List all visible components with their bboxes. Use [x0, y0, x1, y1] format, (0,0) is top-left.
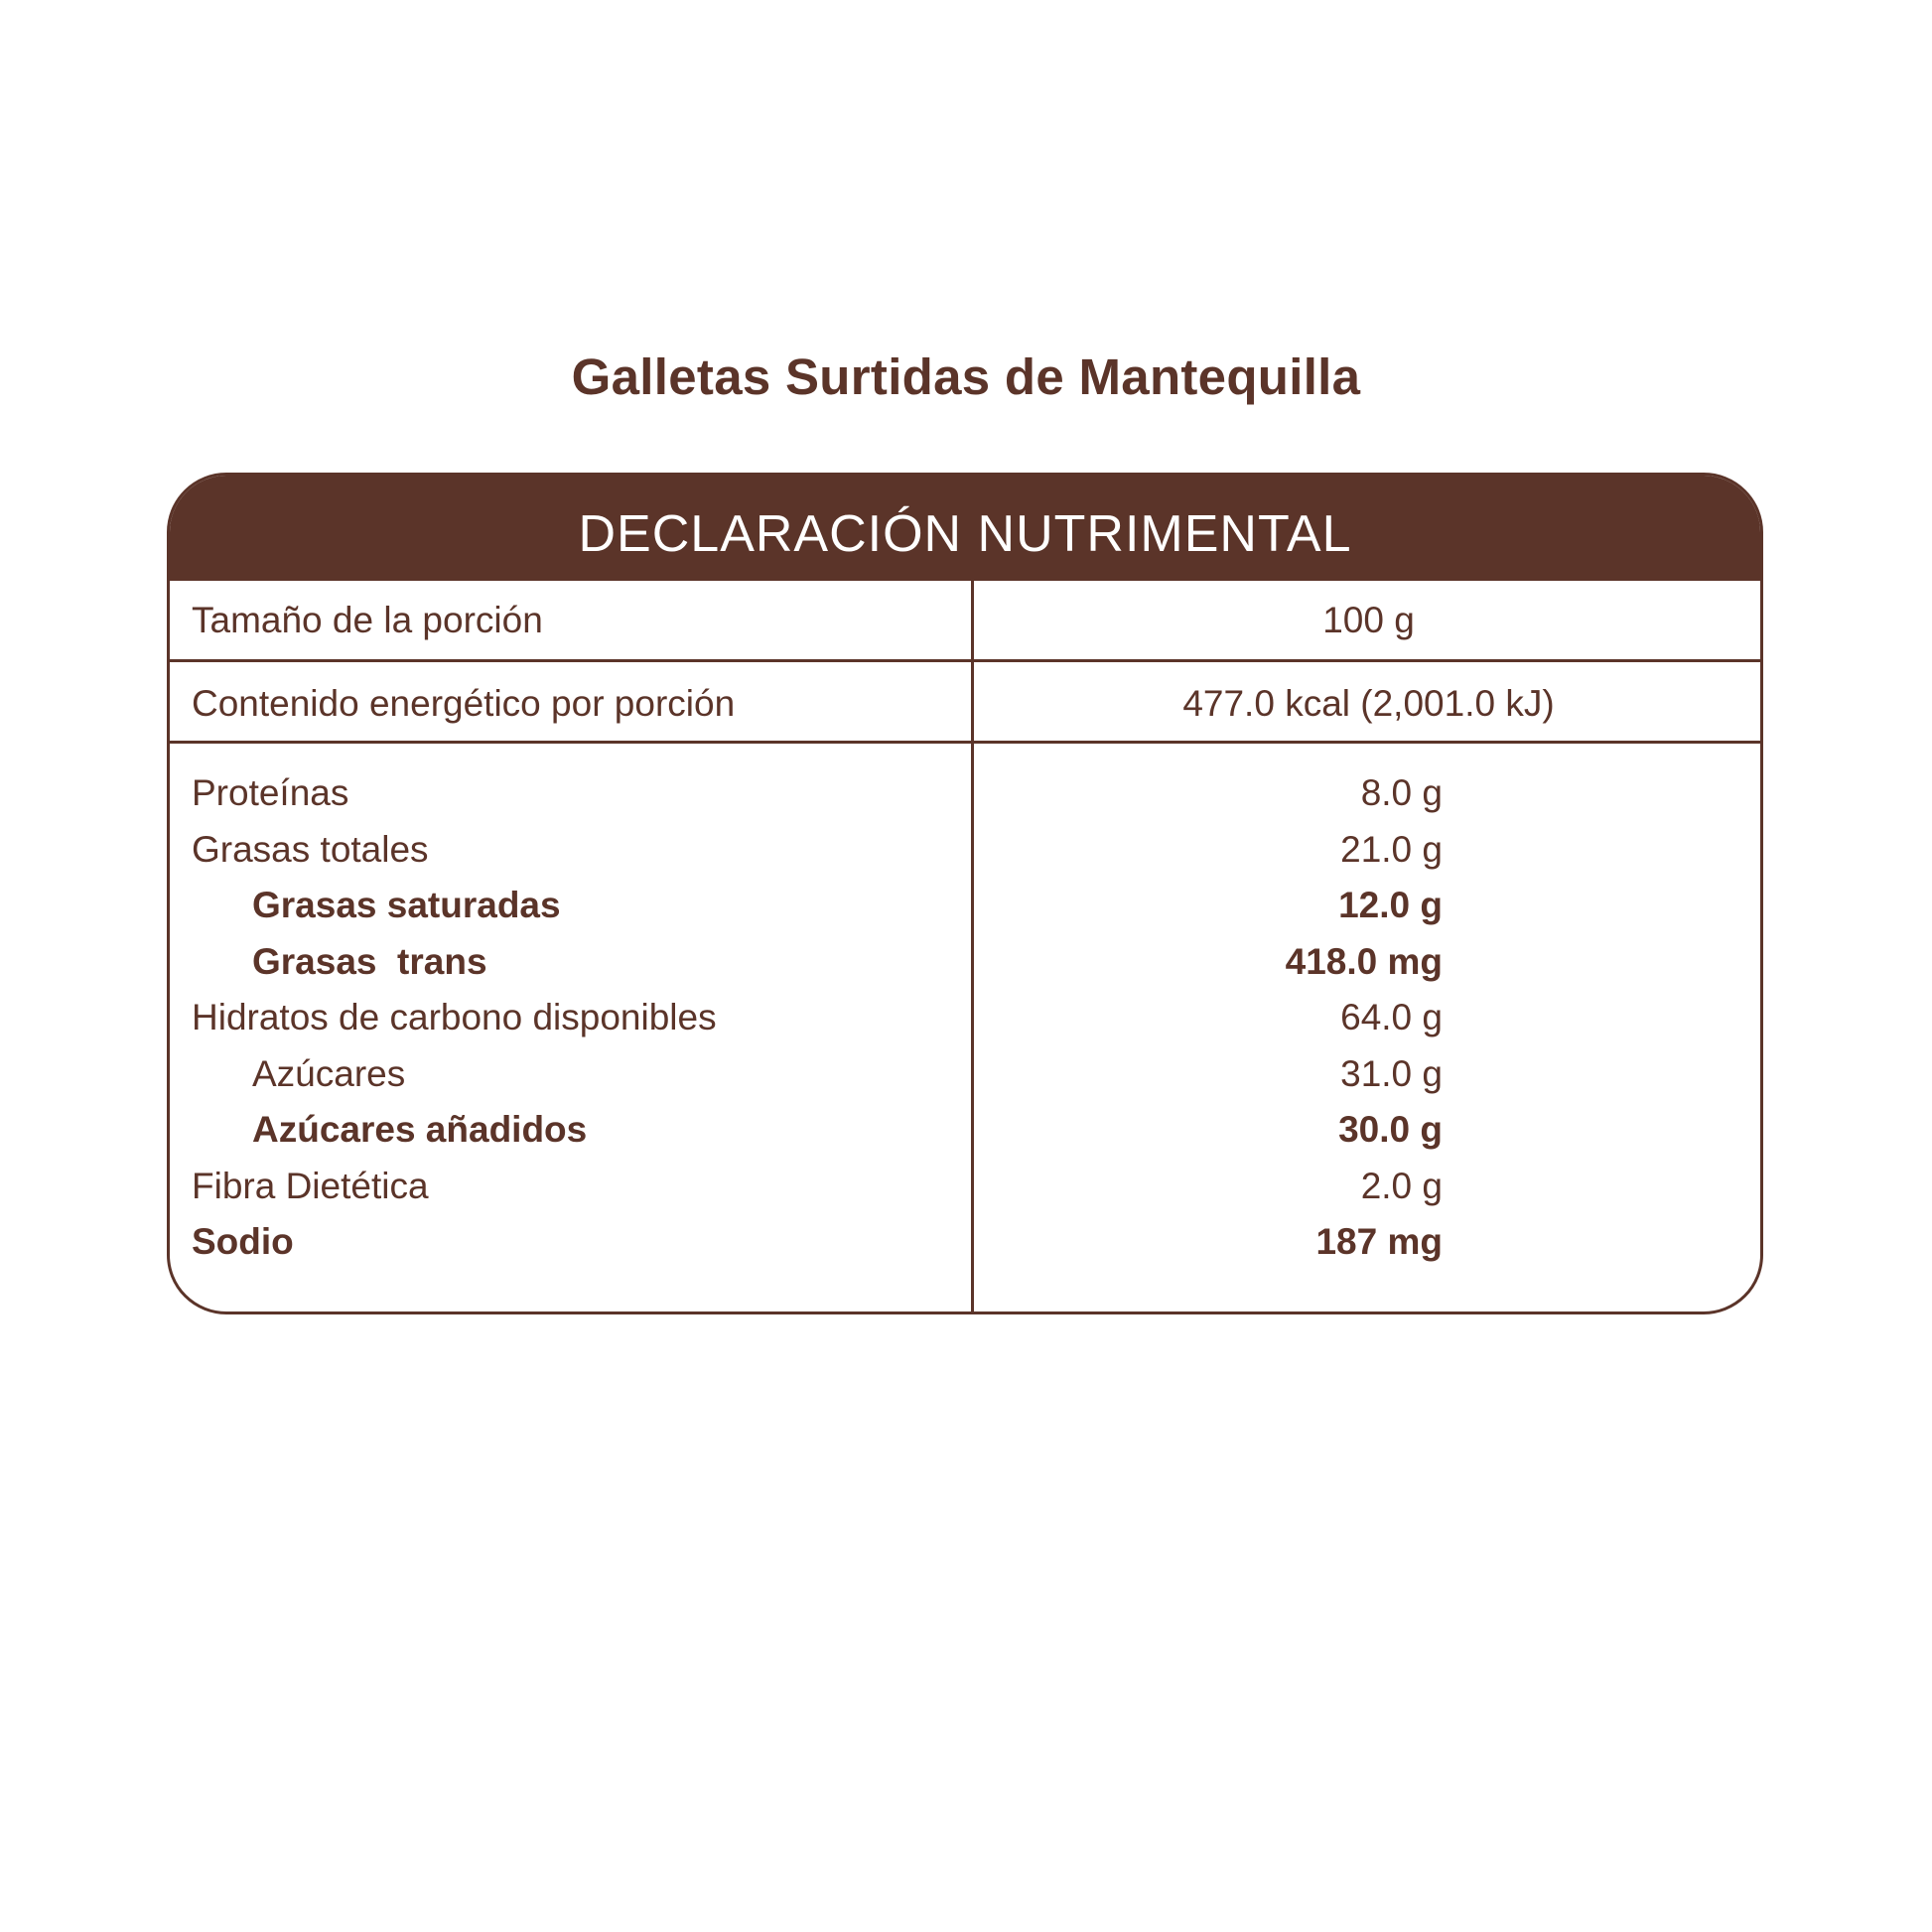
nutrition-table-header: DECLARACIÓN NUTRIMENTAL — [170, 476, 1760, 581]
nutrient-label: Hidratos de carbono disponibles — [192, 997, 717, 1037]
energy-value: 477.0 kcal (2,001.0 kJ) — [1182, 683, 1555, 724]
nutrient-row-grasas-saturadas — [170, 878, 1760, 933]
nutrient-row-grasas-totales — [170, 822, 1760, 878]
portion-value: 100 g — [1322, 600, 1415, 640]
nutrient-label: Sodio — [192, 1221, 294, 1262]
nutrient-value: 31.0 g — [1340, 1053, 1443, 1094]
nutrient-row-hidratos — [170, 990, 1760, 1045]
nutrient-value: 12.0 g — [1338, 885, 1443, 925]
nutrient-label: Grasas trans — [252, 941, 487, 982]
nutrient-value: 2.0 g — [1360, 1166, 1443, 1206]
product-title: Galletas Surtidas de Mantequilla — [571, 348, 1361, 405]
nutrient-label: Fibra Dietética — [192, 1166, 429, 1206]
portion-row — [170, 593, 1760, 648]
nutrient-value: 21.0 g — [1340, 829, 1443, 870]
nutrient-row-sodio — [170, 1214, 1760, 1270]
nutrient-value: 418.0 mg — [1285, 941, 1443, 982]
nutrient-label: Grasas totales — [192, 829, 429, 870]
nutrient-value: 187 mg — [1315, 1221, 1443, 1262]
row-divider-energy — [170, 741, 1760, 744]
nutrient-row-azucares — [170, 1046, 1760, 1102]
nutrient-row-proteinas — [170, 765, 1760, 821]
nutrient-label: Azúcares — [252, 1053, 406, 1094]
nutrient-label: Proteínas — [192, 772, 349, 813]
row-divider-portion — [170, 659, 1760, 662]
nutrient-row-grasas-trans — [170, 934, 1760, 990]
nutrient-label: Grasas saturadas — [252, 885, 561, 925]
nutrient-value: 8.0 g — [1360, 772, 1443, 813]
nutrient-value: 30.0 g — [1338, 1109, 1443, 1150]
portion-label: Tamaño de la porción — [192, 600, 543, 640]
nutrient-label: Azúcares añadidos — [252, 1109, 588, 1150]
nutrient-row-fibra — [170, 1159, 1760, 1214]
energy-label: Contenido energético por porción — [192, 683, 736, 724]
nutrient-row-azucares-anadidos — [170, 1102, 1760, 1158]
nutrition-table — [167, 473, 1763, 1314]
nutrient-value: 64.0 g — [1340, 997, 1443, 1037]
energy-row — [170, 676, 1760, 732]
